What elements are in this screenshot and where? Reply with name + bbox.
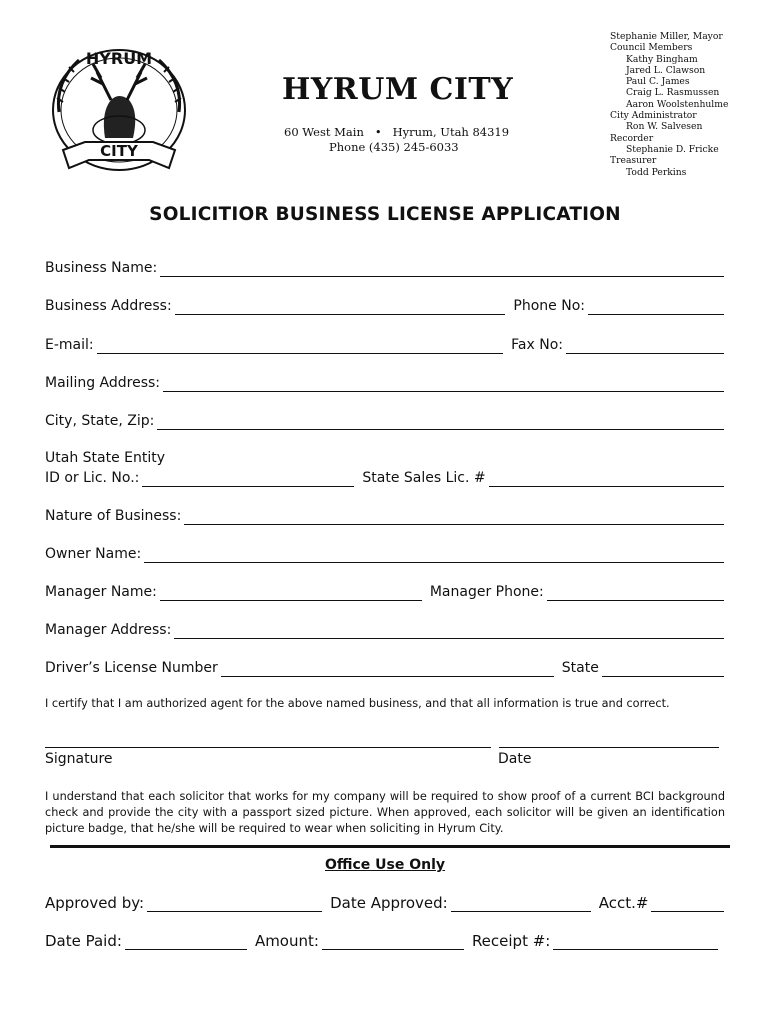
business-name-label: Business Name: [45, 260, 158, 276]
mailing-address-label: Mailing Address: [45, 375, 161, 391]
approval-row [45, 894, 724, 912]
divider [50, 845, 730, 848]
manager-address-label: Manager Address: [45, 622, 172, 638]
official-line: Jared L. Clawson [626, 64, 706, 76]
date-paid-label: Date Paid: [45, 932, 122, 950]
manager-address-field[interactable] [174, 625, 724, 639]
phone-label: Phone No: [513, 298, 585, 314]
date-approved-field[interactable] [451, 898, 591, 912]
entity-id-row [45, 469, 724, 487]
city-address [284, 125, 509, 139]
office-use-heading: Office Use Only [324, 857, 446, 873]
address-city: Hyrum, Utah 84319 [392, 125, 510, 139]
acct-field[interactable] [651, 898, 724, 912]
city-phone: Phone (435) 245-6033 [329, 140, 459, 154]
bci-paragraph: I understand that each solicitor that works for my company will be required to show proof of a current BCI background check and provide the city with a passport sized picture. When approved, each solicitor will be given an identification picture badge, that he/she will be required to wear when soliciting in Hyrum City. [45, 790, 725, 835]
drivers-license-row [45, 659, 724, 677]
official-line: Craig L. Rasmussen [626, 87, 720, 99]
state-field[interactable] [602, 663, 724, 677]
fax-label: Fax No: [511, 337, 563, 353]
business-address-field[interactable] [175, 301, 506, 315]
nature-row [45, 507, 724, 525]
official-line: Aaron Woolstenhulme [626, 98, 729, 110]
official-line: Council Members [610, 42, 693, 54]
manager-row [45, 583, 724, 601]
signature-date-field[interactable] [499, 747, 719, 748]
certify-statement: I certify that I am authorized agent for the above named business, and that all information is true and correct. [45, 697, 670, 710]
manager-address-row [45, 621, 724, 639]
official-line: Treasurer [610, 155, 657, 167]
receipt-label: Receipt #: [471, 932, 551, 950]
entity-label-line1: Utah State Entity [45, 450, 166, 466]
address-street: 60 West Main [284, 125, 364, 139]
entity-label-line2: ID or Lic. No.: [45, 470, 140, 486]
sales-lic-field[interactable] [489, 473, 724, 487]
form-title: SOLICITIOR BUSINESS LICENSE APPLICATION [149, 204, 621, 225]
officials-list [610, 31, 728, 178]
nature-label: Nature of Business: [45, 508, 182, 524]
amount-field[interactable] [322, 936, 464, 950]
official-line: Kathy Bingham [626, 53, 698, 65]
date-paid-field[interactable] [125, 936, 247, 950]
seal-top-text: HYRUM [85, 49, 153, 68]
official-line: City Administrator [610, 110, 697, 122]
signature-date-label: Date [498, 751, 532, 767]
approved-by-field[interactable] [147, 898, 322, 912]
nature-field[interactable] [184, 511, 724, 525]
drivers-license-field[interactable] [221, 663, 554, 677]
manager-phone-field[interactable] [547, 587, 724, 601]
city-state-zip-label: City, State, Zip: [45, 413, 155, 429]
phone-field[interactable] [588, 301, 724, 315]
manager-name-label: Manager Name: [45, 584, 157, 600]
amount-label: Amount: [254, 932, 319, 950]
owner-row [45, 545, 724, 563]
business-address-label: Business Address: [45, 298, 172, 314]
official-line: Stephanie D. Fricke [626, 143, 719, 155]
email-row [45, 336, 724, 354]
receipt-field[interactable] [553, 936, 718, 950]
payment-row [45, 932, 718, 950]
owner-label: Owner Name: [45, 546, 142, 562]
signature-label: Signature [45, 751, 113, 767]
email-label: E-mail: [45, 337, 94, 353]
entity-id-field[interactable] [142, 473, 354, 487]
hyrum-city-seal-logo [45, 42, 193, 184]
city-state-zip-field[interactable] [157, 416, 724, 430]
sales-lic-label: State Sales Lic. # [362, 470, 486, 486]
owner-field[interactable] [144, 549, 724, 563]
official-line: Ron W. Salvesen [626, 121, 703, 133]
seal-bottom-text: CITY [100, 142, 138, 160]
approved-by-label: Approved by: [45, 894, 145, 912]
official-line: Paul C. James [626, 76, 690, 88]
fax-field[interactable] [566, 340, 724, 354]
mailing-address-field[interactable] [163, 378, 724, 392]
city-name-heading: HYRUM CITY [282, 72, 514, 107]
official-line: Stephanie Miller, Mayor [610, 31, 723, 42]
state-label: State [561, 660, 599, 676]
official-line: Todd Perkins [626, 166, 687, 178]
manager-name-field[interactable] [160, 587, 422, 601]
business-address-row [45, 297, 724, 315]
manager-phone-label: Manager Phone: [429, 584, 544, 600]
city-state-zip-row [45, 412, 724, 430]
acct-label: Acct.# [598, 894, 649, 912]
official-line: Recorder [610, 132, 654, 144]
date-approved-label: Date Approved: [330, 894, 448, 912]
business-name-row [45, 259, 724, 277]
signature-field[interactable] [45, 747, 491, 748]
business-name-field[interactable] [160, 263, 724, 277]
mailing-address-row [45, 374, 724, 392]
drivers-license-label: Driver’s License Number [45, 660, 218, 676]
address-bullet: • [374, 125, 382, 139]
email-field[interactable] [97, 340, 504, 354]
